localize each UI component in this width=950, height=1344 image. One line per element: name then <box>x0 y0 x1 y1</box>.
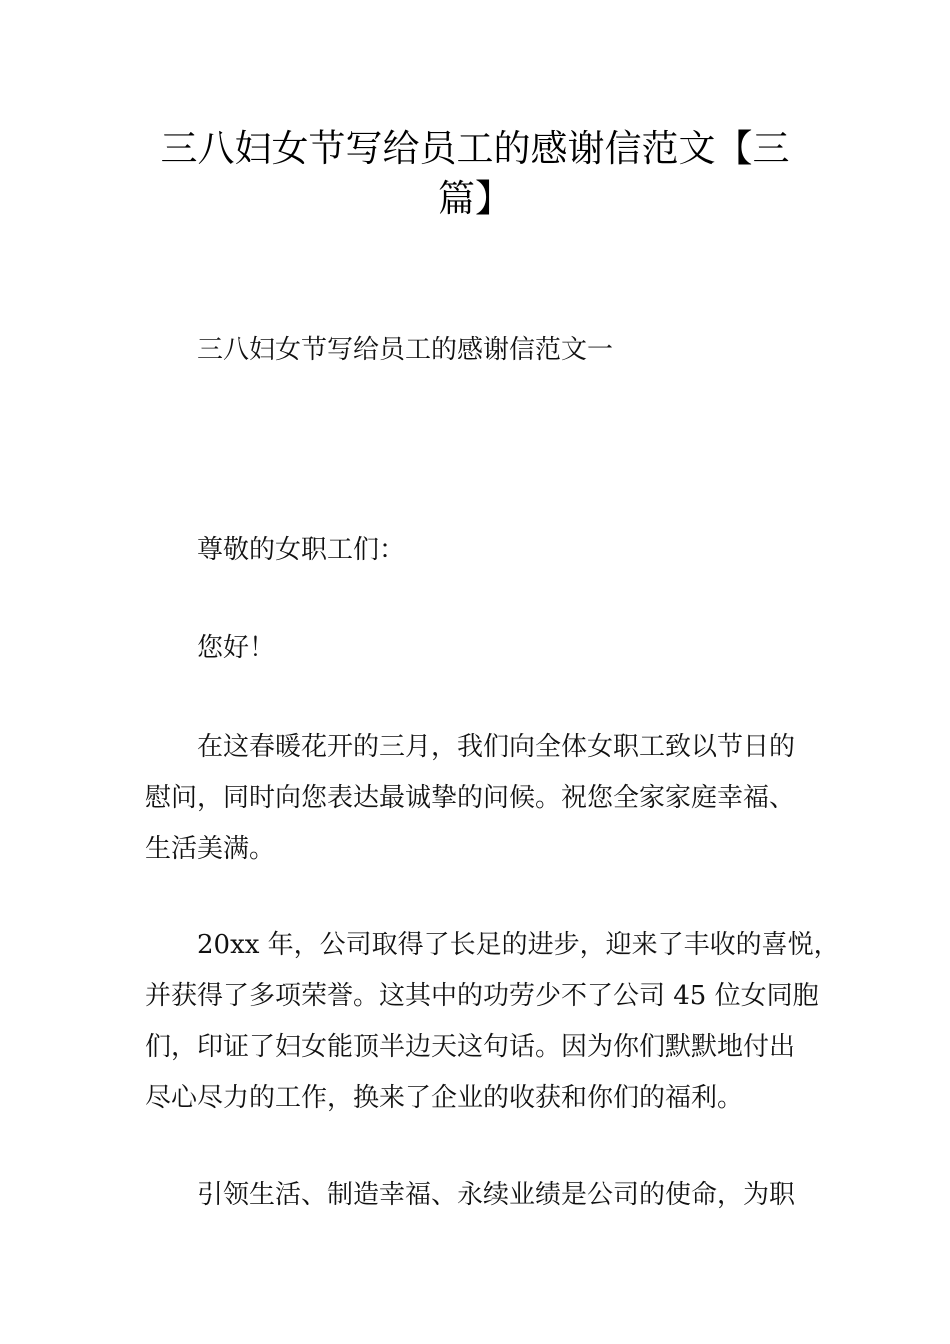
paragraph-line: 慰问，同时向您表达最诚挚的问候。祝您全家家庭幸福、 <box>145 783 796 813</box>
paragraph-line: 20xx 年，公司取得了长足的进步，迎来了丰收的喜悦， <box>197 930 840 960</box>
greeting: 您好！ <box>197 633 276 663</box>
section-subtitle: 三八妇女节写给员工的感谢信范文一 <box>197 335 614 365</box>
paragraph-line: 尽心尽力的工作，换来了企业的收获和你们的福利。 <box>145 1083 744 1113</box>
paragraph-line: 并获得了多项荣誉。这其中的功劳少不了公司 45 位女同胞 <box>145 981 819 1011</box>
paragraph-line: 在这春暖花开的三月，我们向全体女职工致以节日的 <box>197 732 796 762</box>
paragraph-line: 引领生活、制造幸福、永续业绩是公司的使命，为职 <box>197 1180 796 1210</box>
salutation: 尊敬的女职工们： <box>197 535 406 565</box>
title-line-2: 篇】 <box>438 177 512 220</box>
paragraph-line: 生活美满。 <box>145 834 276 864</box>
document-title <box>140 124 810 224</box>
paragraph-line: 们，印证了妇女能顶半边天这句话。因为你们默默地付出 <box>145 1032 796 1062</box>
title-line-1: 三八妇女节写给员工的感谢信范文【三 <box>160 127 790 170</box>
